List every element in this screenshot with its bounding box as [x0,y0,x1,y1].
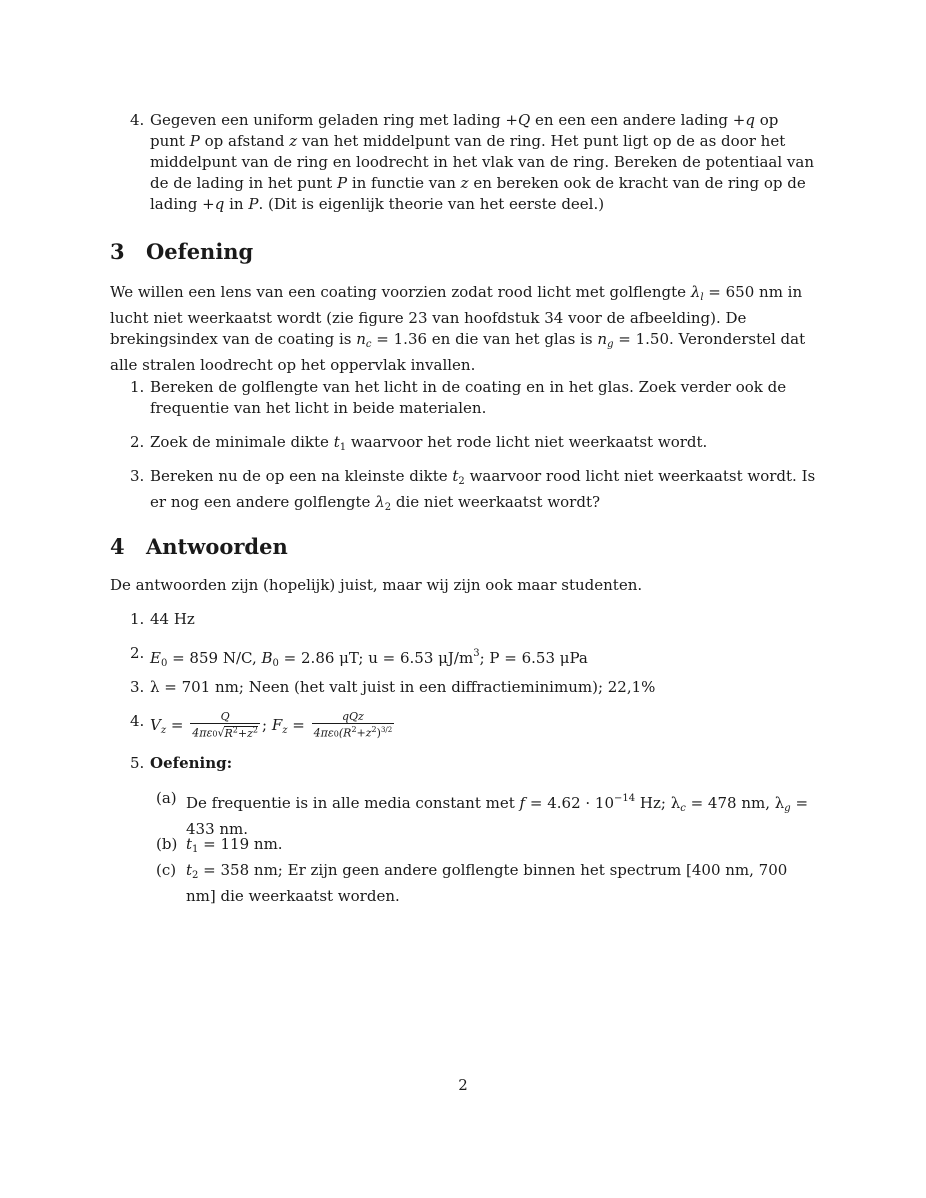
answer-5a: (a) De frequentie is in alle media constant met $f = 4.62 \cdot 10^{-14}$ Hz; $\lambda_c = 478$ nm, $\lambda_g = 433$ nm. [156,789,809,838]
list-item-2: 2. Zoek de minimale dikte $t_1$ waarvoor het rode licht niet weerkaatst wordt. [130,433,708,453]
answer-2: 2. $E_0 = 859$ N/C, $B_0 = 2.86$ μT; u = 6.53 $\mu J/m^3$; P = 6.53 μPa [130,644,588,669]
answer-5: 5. Oefening: [130,754,233,772]
section-intro-paragraph: We willen een lens van een coating voorzien zodat rood licht met golflengte $\lambda_l = 650$ nm in lucht niet weerkaatst wordt (zie figure 23 van hoofdstuk 34 voor de afbeelding). De brekingsindex van de coating is $n_c = 1.36$ en die van het glas is $n_g = 1.50$. Veronderstel dat alle stralen loodrecht op het oppervlak invallen. [110,283,806,374]
potential-fraction: $\frac{Q}{4\pi\varepsilon 0√R^2+z^2}$ [192,710,258,740]
list-item-3: 3. Bereken nu de op een na kleinste dikte $t_2$ waarvoor rood licht niet weerkaatst wordt. Is er nog een andere golflengte $\lambda_2$ die niet weerkaatst wordt? [130,467,816,513]
section-heading-antwoorden: 4 Antwoorden [110,534,288,559]
answers-intro: De antwoorden zijn (hopelijk) juist, maar wij zijn ook maar studenten. [110,576,643,594]
answer-5c: (c) $t_2 = 358$ nm; Er zijn geen andere golflengte binnen het spectrum [400 nm, 700 nm] die weerkaatst worden. [156,861,788,905]
answer-5b: (b) $t_1 = 119$ nm. [156,835,283,855]
list-item-text: Gegeven een uniform geladen ring met lading +Q en een een andere lading +q op punt P op afstand z van het middelpunt van de ring. Het punt ligt op de as door het middelpunt van de ring en loodrecht in het vlak van de ring. Bereken de potentiaal van de de lading in het punt P in functie van z en bereken ook de kracht van de ring op de lading +q in P. (Dit is eigenlijk theorie van het eerste deel.) [150,111,815,213]
section-heading-oefening: 3 Oefening [110,239,254,264]
answer-4: 4. $V_z$ = $\frac{Q}{4\pi\varepsilon 0√R^2+z^2}$ ; $F_z$ = $\frac{\text{qQz}}{4\pi\varepsilon 0(R^2+z^2)^{3/2}}$ [130,710,393,740]
answer-3: 3. λ = 701 nm; Neen (het valt juist in een diffractieminimum); 22,1% [130,678,656,696]
list-item-1: 1. Bereken de golflengte van het licht in de coating en in het glas. Zoek verder ook de frequentie van het licht in beide materialen. [130,378,787,417]
page-number: 2 [458,1076,468,1094]
answer-1: 1. 44 Hz [130,610,195,628]
list-number: 4. [130,111,145,129]
force-fraction: $\frac{\text{qQz}}{4\pi\varepsilon 0(R^2+z^2)^{3/2}}$ [313,710,393,740]
list-item-4 [110,110,818,215]
